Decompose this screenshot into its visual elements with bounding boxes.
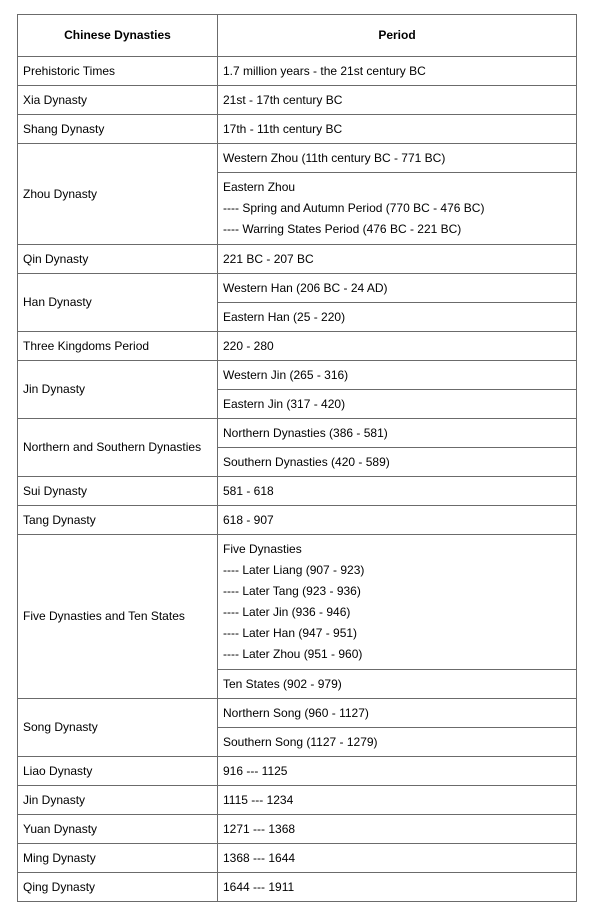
table-row [18,506,577,535]
period-cell [218,815,577,844]
dynasty-name-cell: Xia Dynasty [18,86,218,115]
period-cell [218,361,577,390]
period-cell [218,274,577,303]
dynasty-name-cell: Northern and Southern Dynasties [18,419,218,477]
period-text: Eastern Jin (317 - 420) [223,396,346,411]
table-row [18,332,577,361]
period-text: 1.7 million years - the 21st century BC [223,63,426,78]
dynasty-name-cell: Song Dynasty [18,699,218,757]
table-row [18,419,577,448]
header-period: Period [218,15,577,57]
dynasty-name-cell: Tang Dynasty [18,506,218,535]
period-cell [218,728,577,757]
period-text: 221 BC - 207 BC [223,251,314,266]
table-row [18,699,577,728]
table-row [18,57,577,86]
period-text: 1644 --- 1911 [223,879,295,894]
period-line: ---- Later Liang (907 - 923) [223,563,365,577]
period-text: Western Zhou (11th century BC - 771 BC) [223,150,446,165]
period-text: Eastern Han (25 - 220) [223,309,346,324]
period-cell [218,245,577,274]
dynasty-name-cell: Qing Dynasty [18,873,218,902]
period-text: Southern Dynasties (420 - 589) [223,454,390,469]
period-line: ---- Later Tang (923 - 936) [223,584,361,598]
period-cell [218,670,577,699]
table-row [18,144,577,173]
period-text: Western Jin (265 - 316) [223,367,349,382]
period-text: Western Han (206 BC - 24 AD) [223,280,388,295]
period-text: Northern Song (960 - 1127) [223,705,369,720]
dynasty-name-cell: Qin Dynasty [18,245,218,274]
period-cell [218,303,577,332]
period-text: 17th - 11th century BC [223,121,343,136]
period-text: 618 - 907 [223,512,274,527]
table-row [18,786,577,815]
period-cell [218,57,577,86]
period-text: 1368 --- 1644 [223,850,296,865]
table-row [18,477,577,506]
table-row [18,757,577,786]
period-line: ---- Later Han (947 - 951) [223,626,358,640]
period-cell [218,844,577,873]
period-text: 21st - 17th century BC [223,92,343,107]
period-text: Northern Dynasties (386 - 581) [223,425,388,440]
period-cell [218,873,577,902]
period-text: 1271 --- 1368 [223,821,296,836]
table-row [18,844,577,873]
period-cell [218,390,577,419]
dynasty-name-cell: Jin Dynasty [18,361,218,419]
period-cell [218,144,577,173]
table-row [18,274,577,303]
table-body [18,57,577,902]
dynasties-table [17,14,577,902]
period-cell [218,506,577,535]
table-row [18,815,577,844]
table-row [18,535,577,670]
period-text: 1115 --- 1234 [223,792,294,807]
period-cell [218,173,577,245]
period-cell [218,332,577,361]
dynasty-name-cell: Sui Dynasty [18,477,218,506]
period-text: 220 - 280 [223,338,274,353]
period-cell [218,448,577,477]
period-cell [218,757,577,786]
period-text: 916 --- 1125 [223,763,288,778]
header-dynasty: Chinese Dynasties [18,15,218,57]
period-text: Ten States (902 - 979) [223,676,342,691]
dynasty-name-cell: Ming Dynasty [18,844,218,873]
period-line: Eastern Zhou [223,180,296,194]
period-cell [218,419,577,448]
dynasty-name-cell: Five Dynasties and Ten States [18,535,218,699]
period-cell [218,477,577,506]
period-line: ---- Warring States Period (476 BC - 221 BC) [223,222,462,236]
table-row [18,245,577,274]
period-cell [218,115,577,144]
table-row [18,115,577,144]
table-row [18,86,577,115]
period-text: Southern Song (1127 - 1279) [223,734,378,749]
period-line: ---- Spring and Autumn Period (770 BC - 476 BC) [223,201,485,215]
table-row [18,873,577,902]
period-text: 581 - 618 [223,483,274,498]
period-line: ---- Later Jin (936 - 946) [223,605,351,619]
table-row [18,361,577,390]
period-line: ---- Later Zhou (951 - 960) [223,647,363,661]
dynasty-name-cell: Yuan Dynasty [18,815,218,844]
period-cell [218,535,577,670]
dynasty-name-cell: Han Dynasty [18,274,218,332]
table-header-row [18,15,577,57]
dynasty-name-cell: Three Kingdoms Period [18,332,218,361]
dynasty-name-cell: Jin Dynasty [18,786,218,815]
dynasty-name-cell: Shang Dynasty [18,115,218,144]
period-cell [218,699,577,728]
period-cell [218,86,577,115]
period-cell [218,786,577,815]
period-line: Five Dynasties [223,542,302,556]
dynasty-name-cell: Liao Dynasty [18,757,218,786]
dynasty-name-cell: Zhou Dynasty [18,144,218,245]
dynasty-name-cell: Prehistoric Times [18,57,218,86]
